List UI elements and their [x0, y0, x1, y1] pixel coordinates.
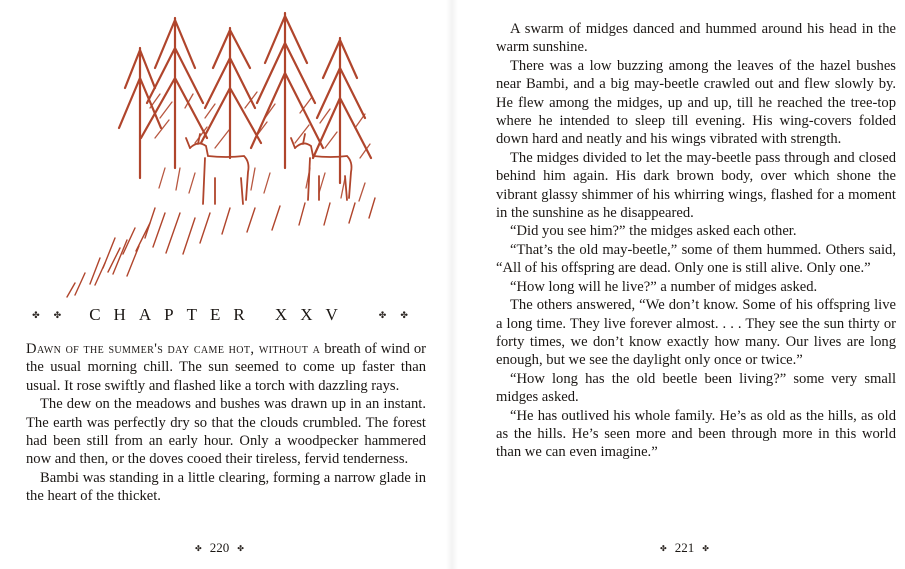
deer-in-forest-illustration	[55, 8, 385, 300]
page-number-text: 221	[674, 540, 695, 555]
ornament-icon: ✤	[53, 309, 62, 320]
ornament-icon: ✤	[32, 309, 40, 320]
paragraph-text: breath of wind or the usual morning chill. The sun seemed to come up faster than usual. It rose swiftly and flashed like a torch with dazzling rays.	[26, 341, 426, 394]
paragraph: A swarm of midges danced and hummed around his head in the warm sunshine.	[496, 21, 896, 56]
paragraph: “He has outlived his whole family. He’s as old as the hills, as old as the hills. He’s seen more and been through more in this world than we can even imagine.”	[496, 407, 896, 461]
page-number	[660, 540, 709, 556]
paragraph: “How long has the old beetle been living?” some very small midges asked.	[496, 370, 896, 406]
ornament-icon: ✤	[378, 309, 387, 320]
opening-small-caps: Dawn of the summer's day came hot, without a	[26, 341, 321, 357]
paragraph	[26, 340, 426, 395]
page-number	[195, 540, 244, 556]
chapter-heading	[20, 304, 420, 326]
right-page-text	[496, 20, 896, 462]
ornament-icon: ✤	[237, 543, 244, 553]
paragraph: There was a low buzzing among the leaves of the hazel bushes near Bambi, and a big may-beetle crawled out and flew slowly by. He flew among the midges, up and up, till he reached the tree-top where he intended to sleep till evening. His wing-covers folded down hard and neatly and his wings vibrated with strength.	[496, 57, 896, 148]
paragraph: “How long will he live?” a number of midges asked.	[510, 278, 818, 295]
left-page	[0, 0, 452, 569]
paragraph: “Did you see him?” the midges asked each other.	[510, 223, 797, 240]
left-page-text	[26, 340, 426, 506]
heading-ornaments-right	[379, 310, 408, 321]
chapter-title: CHAPTER XXV	[89, 305, 351, 324]
paragraph: The others answered, “We don’t know. Some of his offspring live a long time. They live forever almost. . . . They see the sun thirty or forty times, we don’t know exactly how many. Our lives are long enough, but we see the daylight only once or twice.”	[496, 297, 896, 369]
paragraph: Bambi was standing in a little clearing, forming a narrow glade in the heart of the thicket.	[26, 469, 426, 505]
page-number-text: 220	[209, 540, 230, 555]
ornament-icon: ✤	[660, 543, 667, 553]
ornament-icon: ✤	[702, 543, 709, 553]
paragraph: “That’s the old may-beetle,” some of them hummed. Others said, “All of his offspring are dead. Only one is still alive. Only one.”	[496, 241, 896, 277]
ornament-icon: ✤	[400, 309, 408, 320]
paragraph: The dew on the meadows and bushes was drawn up in an instant. The earth was perfectly dry so that the clouds crumbled. The forest had been still from an early hour. Only a woodpecker hammered now and then, or the doves cooed their tireless, fervid tenderness.	[26, 396, 426, 468]
right-page	[452, 0, 905, 569]
paragraph: The midges divided to let the may-beetle pass through and closed behind him again. His dark brown body, over which shone the vibrant glassy shimmer of his whirring wings, flashed for a moment in the sunshine as he disappeared.	[496, 149, 896, 222]
heading-ornaments-left	[32, 310, 61, 321]
ornament-icon: ✤	[195, 543, 202, 553]
